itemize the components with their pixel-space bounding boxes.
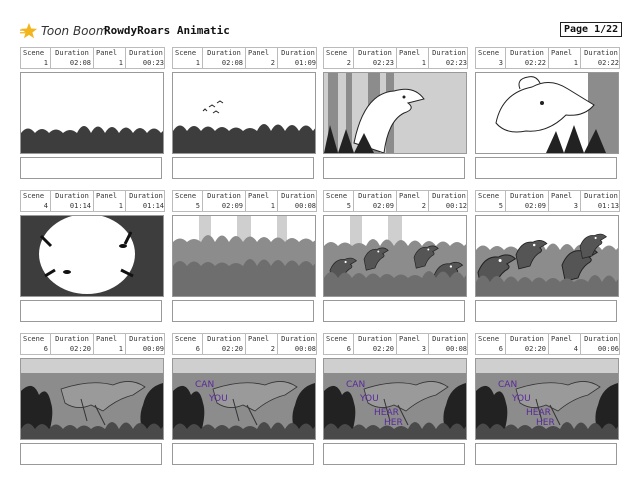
panel-notes-box[interactable] <box>172 443 314 465</box>
panel-info-bar <box>172 333 317 355</box>
panel-image-frame[interactable] <box>475 215 619 297</box>
scene-duration-cell <box>51 334 94 354</box>
scene-cell <box>476 334 506 354</box>
panel-info-bar <box>323 333 468 355</box>
panel-duration-label: Duration <box>584 335 618 343</box>
scene-cell <box>324 191 354 211</box>
scene-duration-cell <box>506 48 549 68</box>
panel-duration-cell <box>429 191 469 211</box>
scene-duration-cell <box>506 334 549 354</box>
panel-cell <box>397 334 429 354</box>
panel-image-frame[interactable] <box>20 72 164 154</box>
panel-number: 1 <box>118 345 123 353</box>
panel-duration-label: Duration <box>281 192 315 200</box>
panel-duration-cell <box>278 334 318 354</box>
scene-duration-cell <box>354 191 397 211</box>
panel-info-bar <box>172 190 317 212</box>
panel-cell <box>549 191 581 211</box>
panel-duration-label: Duration <box>281 49 315 57</box>
panel-cell <box>246 48 278 68</box>
page-number: 1/22 <box>594 24 619 35</box>
panel-image-frame[interactable] <box>172 358 316 440</box>
panel-notes-box[interactable] <box>172 300 314 322</box>
panel-duration-value: 00:08 <box>445 345 467 353</box>
panel-artwork <box>476 73 618 153</box>
scene-duration-label: Duration <box>207 192 241 200</box>
panel-duration-label: Duration <box>432 335 466 343</box>
storyboard-panel-7[interactable] <box>323 190 468 322</box>
scene-duration-label: Duration <box>358 49 392 57</box>
panel-artwork <box>21 359 163 439</box>
scene-duration-label: Duration <box>207 335 241 343</box>
panel-number: 2 <box>421 202 426 210</box>
storyboard-panel-3[interactable] <box>323 47 468 179</box>
panel-duration-cell <box>429 334 469 354</box>
panel-duration-value: 02:22 <box>597 59 619 67</box>
scene-duration-value: 02:09 <box>524 202 546 210</box>
panel-number: 1 <box>118 202 123 210</box>
panel-label: Panel <box>96 335 118 343</box>
scene-label: Scene <box>23 192 45 200</box>
panel-artwork <box>324 359 466 439</box>
scene-cell <box>173 48 203 68</box>
panel-artwork <box>173 73 315 153</box>
panel-duration-value: 00:06 <box>597 345 619 353</box>
panel-duration-cell <box>581 48 621 68</box>
scene-duration-label: Duration <box>55 49 89 57</box>
panel-label: Panel <box>399 335 421 343</box>
scene-number: 6 <box>346 345 351 353</box>
panel-info-bar <box>20 47 165 69</box>
panel-cell <box>94 48 126 68</box>
panel-notes-box[interactable] <box>475 157 617 179</box>
panel-duration-label: Duration <box>129 49 163 57</box>
panel-artwork <box>476 216 618 296</box>
panel-notes-box[interactable] <box>20 157 162 179</box>
scene-duration-value: 02:23 <box>372 59 394 67</box>
panel-cell <box>94 334 126 354</box>
panel-duration-value: 02:23 <box>445 59 467 67</box>
scene-duration-cell <box>354 48 397 68</box>
scene-duration-label: Duration <box>55 335 89 343</box>
scene-duration-cell <box>203 334 246 354</box>
scene-number: 6 <box>498 345 503 353</box>
scene-label: Scene <box>175 49 197 57</box>
scene-duration-label: Duration <box>358 335 392 343</box>
panel-image-frame[interactable] <box>172 215 316 297</box>
project-title: RowdyRoars Animatic <box>104 24 230 37</box>
panel-notes-box[interactable] <box>475 443 617 465</box>
scene-number: 5 <box>195 202 200 210</box>
storyboard-panel-2[interactable] <box>172 47 317 179</box>
panel-number: 4 <box>573 345 578 353</box>
panel-label: Panel <box>551 335 573 343</box>
storyboard-panel-12[interactable] <box>475 333 620 465</box>
panel-info-bar <box>323 190 468 212</box>
scene-number: 3 <box>498 59 503 67</box>
panel-notes-box[interactable] <box>20 443 162 465</box>
panel-notes-box[interactable] <box>172 157 314 179</box>
scene-cell <box>324 334 354 354</box>
scene-duration-cell <box>506 191 549 211</box>
panel-image-frame[interactable] <box>475 358 619 440</box>
scene-duration-label: Duration <box>510 192 544 200</box>
storyboard-panel-11[interactable] <box>323 333 468 465</box>
scene-duration-value: 02:08 <box>221 59 243 67</box>
scene-duration-value: 01:14 <box>69 202 91 210</box>
panel-artwork <box>324 216 466 296</box>
storyboard-panel-8[interactable] <box>475 190 620 322</box>
panel-info-bar <box>475 190 620 212</box>
panel-duration-label: Duration <box>584 49 618 57</box>
panel-cell <box>397 191 429 211</box>
scene-number: 1 <box>195 59 200 67</box>
scene-number: 2 <box>346 59 351 67</box>
handwritten-caption: CAN YOU <box>195 380 228 404</box>
scene-duration-cell <box>51 191 94 211</box>
scene-duration-label: Duration <box>510 335 544 343</box>
panel-info-bar <box>323 47 468 69</box>
scene-cell <box>173 191 203 211</box>
panel-image-frame[interactable] <box>475 72 619 154</box>
panel-duration-label: Duration <box>129 192 163 200</box>
scene-number: 6 <box>43 345 48 353</box>
panel-duration-label: Duration <box>129 335 163 343</box>
panel-cell <box>397 48 429 68</box>
panel-number: 2 <box>270 59 275 67</box>
panel-label: Panel <box>96 49 118 57</box>
panel-info-bar <box>20 190 165 212</box>
scene-cell <box>173 334 203 354</box>
panel-duration-cell <box>126 334 166 354</box>
storyboard-header <box>0 0 640 44</box>
scene-duration-label: Duration <box>55 192 89 200</box>
scene-label: Scene <box>23 335 45 343</box>
panel-duration-label: Duration <box>432 192 466 200</box>
panel-cell <box>246 334 278 354</box>
scene-label: Scene <box>326 49 348 57</box>
scene-cell <box>21 334 51 354</box>
scene-duration-value: 02:20 <box>221 345 243 353</box>
panel-cell <box>549 334 581 354</box>
panel-duration-label: Duration <box>281 335 315 343</box>
panel-artwork <box>324 73 466 153</box>
panel-artwork <box>476 359 618 439</box>
panel-label: Panel <box>248 192 270 200</box>
panel-duration-value: 01:14 <box>142 202 164 210</box>
scene-duration-value: 02:09 <box>221 202 243 210</box>
scene-number: 4 <box>43 202 48 210</box>
storyboard-panel-9[interactable] <box>20 333 165 465</box>
storyboard-panel-1[interactable] <box>20 47 165 179</box>
panel-duration-value: 00:09 <box>142 345 164 353</box>
panel-notes-box[interactable] <box>323 443 465 465</box>
scene-number: 5 <box>346 202 351 210</box>
storyboard-panel-10[interactable] <box>172 333 317 465</box>
scene-label: Scene <box>478 49 500 57</box>
panel-notes-box[interactable] <box>20 300 162 322</box>
panel-notes-box[interactable] <box>475 300 617 322</box>
scene-cell <box>21 48 51 68</box>
panel-number: 3 <box>421 345 426 353</box>
panel-duration-label: Duration <box>584 192 618 200</box>
scene-duration-value: 02:20 <box>69 345 91 353</box>
panel-label: Panel <box>399 49 421 57</box>
scene-label: Scene <box>326 192 348 200</box>
scene-number: 1 <box>43 59 48 67</box>
panel-label: Panel <box>551 49 573 57</box>
panel-number: 3 <box>573 202 578 210</box>
scene-label: Scene <box>478 335 500 343</box>
panel-cell <box>246 191 278 211</box>
panel-duration-value: 00:08 <box>294 345 316 353</box>
panel-label: Panel <box>399 192 421 200</box>
toon-boom-logo <box>20 22 108 40</box>
panel-duration-cell <box>429 48 469 68</box>
panel-cell <box>549 48 581 68</box>
scene-number: 6 <box>195 345 200 353</box>
panel-info-bar <box>172 47 317 69</box>
panel-artwork <box>173 359 315 439</box>
panel-info-bar <box>475 47 620 69</box>
scene-duration-cell <box>354 334 397 354</box>
storyboard-panel-6[interactable] <box>172 190 317 322</box>
panel-duration-cell <box>581 191 621 211</box>
scene-duration-value: 02:22 <box>524 59 546 67</box>
panel-number: 1 <box>421 59 426 67</box>
scene-duration-value: 02:08 <box>69 59 91 67</box>
panel-image-frame[interactable] <box>20 215 164 297</box>
scene-duration-label: Duration <box>358 192 392 200</box>
panel-info-bar <box>20 333 165 355</box>
scene-duration-cell <box>203 48 246 68</box>
panel-label: Panel <box>96 192 118 200</box>
panel-notes-box[interactable] <box>323 157 465 179</box>
scene-label: Scene <box>23 49 45 57</box>
scene-duration-value: 02:20 <box>524 345 546 353</box>
panel-duration-cell <box>278 191 318 211</box>
panel-image-frame[interactable] <box>172 72 316 154</box>
panel-artwork <box>21 73 163 153</box>
storyboard-panel-4[interactable] <box>475 47 620 179</box>
scene-duration-label: Duration <box>510 49 544 57</box>
scene-cell <box>324 48 354 68</box>
star-logo-icon <box>20 22 38 40</box>
scene-cell <box>476 48 506 68</box>
panel-duration-label: Duration <box>432 49 466 57</box>
scene-duration-cell <box>51 48 94 68</box>
panel-artwork <box>173 216 315 296</box>
storyboard-panel-5[interactable] <box>20 190 165 322</box>
scene-cell <box>476 191 506 211</box>
handwritten-caption: CAN YOU HEAR HER <box>498 380 555 428</box>
panel-label: Panel <box>248 49 270 57</box>
panel-duration-cell <box>126 191 166 211</box>
handwritten-caption: CAN YOU HEAR HER <box>346 380 403 428</box>
panel-artwork <box>21 216 163 296</box>
panel-duration-value: 01:13 <box>597 202 619 210</box>
scene-number: 5 <box>498 202 503 210</box>
scene-label: Scene <box>478 192 500 200</box>
panel-duration-value: 00:08 <box>294 202 316 210</box>
scene-duration-label: Duration <box>207 49 241 57</box>
panel-duration-cell <box>126 48 166 68</box>
panel-duration-value: 00:12 <box>445 202 467 210</box>
panel-number: 2 <box>270 345 275 353</box>
panel-image-frame[interactable] <box>20 358 164 440</box>
scene-duration-cell <box>203 191 246 211</box>
scene-duration-value: 02:09 <box>372 202 394 210</box>
panel-number: 1 <box>118 59 123 67</box>
panel-duration-value: 00:23 <box>142 59 164 67</box>
page-indicator <box>560 22 622 37</box>
panel-label: Panel <box>551 192 573 200</box>
panel-image-frame[interactable] <box>323 72 467 154</box>
panel-image-frame[interactable] <box>323 215 467 297</box>
panel-notes-box[interactable] <box>323 300 465 322</box>
panel-number: 1 <box>270 202 275 210</box>
panel-duration-cell <box>581 334 621 354</box>
logo-text: Toon Boom <box>41 24 108 38</box>
scene-label: Scene <box>326 335 348 343</box>
panel-info-bar <box>475 333 620 355</box>
panel-duration-cell <box>278 48 318 68</box>
panel-duration-value: 01:09 <box>294 59 316 67</box>
scene-duration-value: 02:20 <box>372 345 394 353</box>
panel-cell <box>94 191 126 211</box>
scene-label: Scene <box>175 192 197 200</box>
panel-number: 1 <box>573 59 578 67</box>
panel-label: Panel <box>248 335 270 343</box>
panel-image-frame[interactable] <box>323 358 467 440</box>
page-label: Page <box>564 24 589 35</box>
scene-cell <box>21 191 51 211</box>
scene-label: Scene <box>175 335 197 343</box>
